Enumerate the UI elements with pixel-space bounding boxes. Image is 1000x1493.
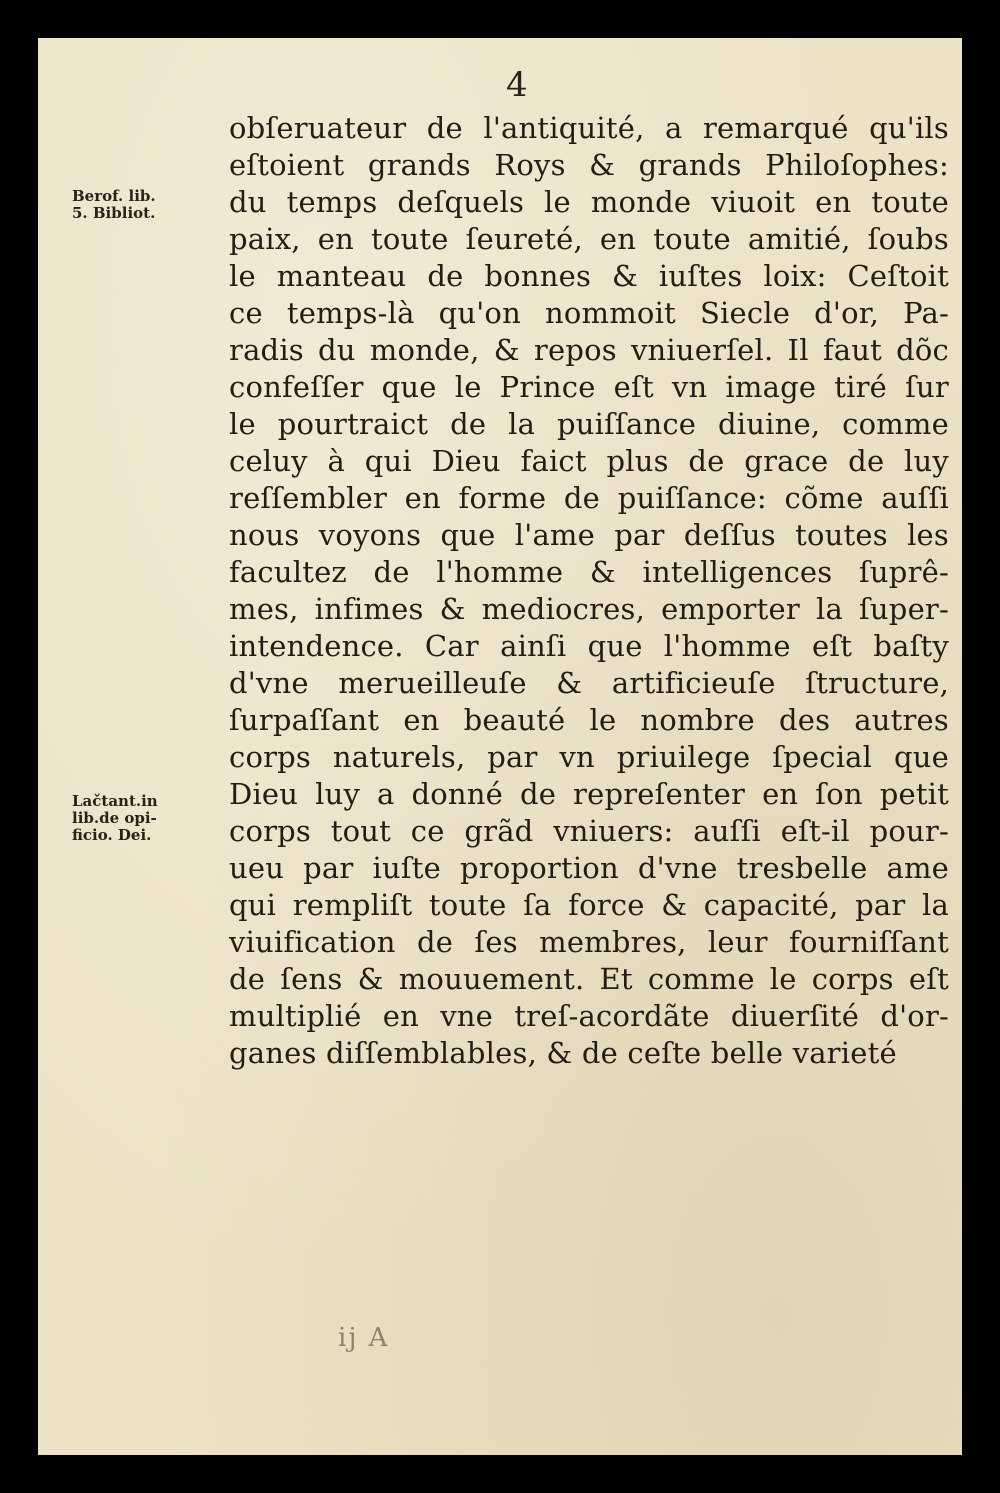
text-line: eſtoient grands Roys & grands Philoſophes: (229, 148, 949, 182)
text-line: Dieu luy a donné de repreſenter en ſon petit (229, 777, 949, 811)
text-line: le pourtraict de la puiſſance diuine, comme (229, 407, 949, 441)
book-page (38, 38, 962, 1455)
text-line: viuification de ſes membres, leur fourniſſant (229, 925, 949, 959)
text-line: multiplié en vne treſ-acordãte diuerſité d'or- (229, 999, 949, 1033)
text-line: ganes diſſemblables, & de ceſte belle varieté (229, 1036, 897, 1070)
margin-note-line: lib.de opi- (72, 809, 157, 827)
page-number: 4 (506, 65, 528, 105)
margin-note-line: Berof. lib. (72, 187, 156, 205)
text-line: ſurpaſſant en beauté le nombre des autres (229, 703, 949, 737)
margin-note-line: ficio. Dei. (72, 826, 152, 844)
text-line: confeſſer que le Prince eſt vn image tiré ſur (229, 370, 949, 404)
text-line: d'vne merueilleuſe & artificieuſe ſtructure, (229, 666, 949, 700)
text-line: de ſens & mouuement. Et comme le corps eſt (229, 962, 949, 996)
margin-note-line: Lačtant.in (72, 792, 158, 810)
text-line: intendence. Car ainſi que l'homme eſt baſty (229, 629, 949, 663)
text-line: facultez de l'homme & intelligences ſuprê- (229, 555, 949, 589)
text-line: mes, infimes & mediocres, emporter la ſuper- (229, 592, 949, 626)
text-line: du temps deſquels le monde viuoit en toute (229, 185, 949, 219)
margin-note-lactantius (72, 793, 158, 844)
text-line: le manteau de bonnes & iuſtes loix: Ceſtoit (229, 259, 949, 293)
text-line: radis du monde, & repos vniuerſel. Il faut dõc (229, 333, 949, 367)
text-line: qui rempliſt toute ſa force & capacité, par la (229, 888, 949, 922)
body-text (229, 110, 949, 1072)
signature-mark: ij A (338, 1323, 390, 1353)
text-line: paix, en toute ſeureté, en toute amitié, ſoubs (229, 222, 949, 256)
text-line: reſſembler en forme de puiſſance: cõme auſſi (229, 481, 949, 515)
margin-note-berosus (72, 188, 156, 222)
text-line: obſeruateur de l'antiquité, a remarqué qu'ils (229, 111, 949, 145)
text-line: corps tout ce grãd vniuers: auſſi eſt-il pour- (229, 814, 949, 848)
text-line: ce temps-là qu'on nommoit Siecle d'or, Pa- (229, 296, 949, 330)
text-line: nous voyons que l'ame par deſſus toutes les (229, 518, 949, 552)
text-line: corps naturels, par vn priuilege ſpecial que (229, 740, 949, 774)
margin-note-line: 5. Bibliot. (72, 204, 156, 222)
text-line: celuy à qui Dieu faict plus de grace de luy (229, 444, 949, 478)
text-line: ueu par iuſte proportion d'vne tresbelle ame (229, 851, 949, 885)
